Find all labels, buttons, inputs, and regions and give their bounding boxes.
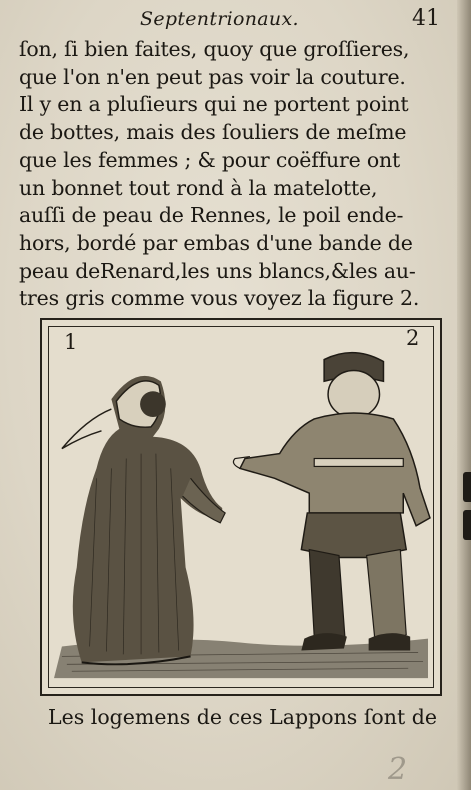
- body-text: [19, 36, 459, 313]
- text-line: un bonnet tout rond à la matelotte,: [19, 175, 378, 200]
- catchline: Les logemens de ces Lappons ſont de: [48, 705, 437, 729]
- man-figure-icon: [233, 353, 430, 651]
- page-header: [0, 6, 457, 34]
- text-line: tres gris comme vous voyez la figure 2.: [19, 286, 420, 311]
- text-line: ſon, ſi bien faites, quoy que groſſieres,: [19, 37, 410, 61]
- text-line: auſſi de peau de Rennes, le poil ende-: [19, 203, 404, 228]
- running-head: Septentrionaux.: [140, 8, 299, 30]
- engraving-figure: [40, 318, 442, 696]
- text-line: que l'on n'en peut pas voir la couture.: [19, 64, 406, 89]
- text-line: peau deRenard,les uns blancs,&les au-: [19, 258, 416, 283]
- text-line: Il y en a pluſieurs qui ne portent point: [19, 92, 409, 117]
- engraving-illustration: [42, 320, 440, 694]
- page-gutter: [457, 0, 471, 790]
- page-number: 41: [412, 6, 440, 31]
- figure-label-2: 2: [406, 326, 420, 350]
- text-line: de bottes, mais des ſouliers de meſme: [19, 120, 407, 145]
- pencil-annotation: 2: [388, 752, 408, 787]
- binding-mark: [463, 510, 471, 540]
- figure-label-1: 1: [64, 330, 78, 354]
- woman-figure-icon: [62, 376, 225, 664]
- binding-mark: [463, 472, 471, 502]
- text-line: hors, bordé par embas d'une bande de: [19, 230, 413, 255]
- text-line: que les femmes ; & pour coëffure ont: [19, 147, 400, 172]
